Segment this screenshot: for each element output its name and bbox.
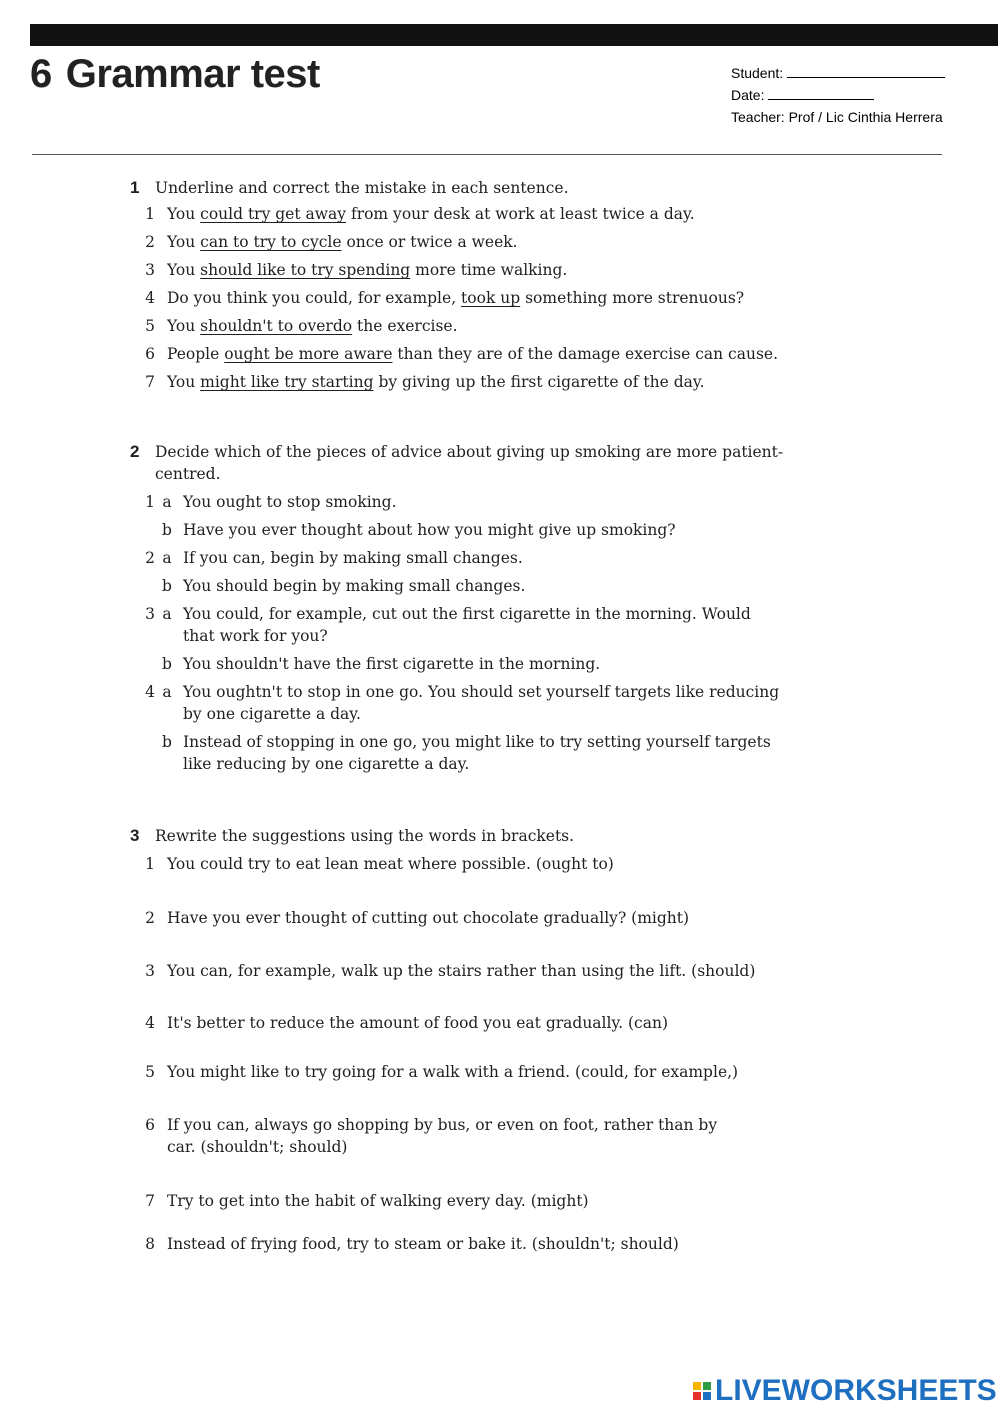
section-heading (130, 177, 810, 199)
student-row (731, 62, 945, 84)
list-item (130, 1012, 810, 1061)
text-post: from your desk at work at least twice a day. (346, 205, 695, 223)
option-letter: a (162, 493, 172, 511)
item-number: 4 (145, 1014, 155, 1032)
brand-text: LIVEWORKSHEETS (715, 1374, 997, 1407)
list-item (130, 960, 810, 1012)
teacher-row: Teacher: Prof / Lic Cinthia Herrera (731, 109, 943, 125)
student-info (731, 62, 945, 128)
date-field[interactable] (768, 86, 874, 100)
list-item (130, 1190, 810, 1233)
list-item (130, 345, 810, 373)
section-instruction: Underline and correct the mistake in each sentence. (155, 179, 569, 197)
logo-square (693, 1382, 701, 1390)
date-label: Date: (731, 87, 765, 103)
student-label: Student: (731, 65, 784, 81)
option-text: Have you ever thought about how you might give up smoking? (183, 521, 676, 539)
item-text (167, 261, 810, 289)
underlined-mistake: took up (461, 289, 521, 307)
header-bar (30, 24, 998, 46)
option-letter: b (162, 733, 172, 751)
section-instruction: Decide which of the pieces of advice about giving up smoking are more patient-centred. (155, 443, 784, 483)
section-heading (130, 441, 785, 485)
item-number: 7 (145, 1192, 155, 1210)
item-text: Try to get into the habit of walking every day. (might) (167, 1192, 589, 1210)
logo-square (693, 1392, 701, 1400)
item-text: You could try to eat lean meat where possible. (ought to) (167, 855, 614, 873)
page-title (30, 52, 320, 97)
item-number: 2 (145, 233, 155, 251)
text-pre: You (167, 317, 201, 335)
pair-number: 4 (145, 683, 155, 701)
option-letter: b (162, 655, 172, 673)
item-text (167, 345, 810, 373)
text-post: more time walking. (410, 261, 568, 279)
item-number: 1 (145, 205, 155, 223)
list-item (130, 853, 810, 907)
pair-option (130, 603, 785, 647)
item-text: It's better to reduce the amount of food you eat gradually. (can) (167, 1014, 669, 1032)
item-text: Instead of frying food, try to steam or bake it. (shouldn't; should) (167, 1235, 679, 1253)
text-pre: Do you think you could, for example, (167, 289, 462, 307)
item-text: If you can, always go shopping by bus, or even on foot, rather than by car. (shouldn't; should) (167, 1116, 718, 1156)
option-letter: a (162, 605, 172, 623)
pair-option (130, 491, 785, 513)
item-number: 5 (145, 317, 155, 335)
section-1 (130, 177, 810, 401)
section-number: 2 (130, 442, 140, 461)
option-text: If you can, begin by making small changes. (183, 549, 523, 567)
list-item (130, 261, 810, 289)
pair-number-blank (130, 731, 155, 775)
list-item (130, 1061, 810, 1114)
item-number: 6 (145, 1116, 155, 1134)
option-text: You ought to stop smoking. (183, 493, 397, 511)
underlined-mistake: ought be more aware (224, 345, 393, 363)
pair-option (130, 575, 785, 597)
title-text: Grammar test (65, 52, 320, 96)
list-item (130, 1233, 810, 1255)
section-2 (130, 441, 785, 775)
pair-number-blank (130, 575, 155, 597)
item-number: 7 (145, 373, 155, 391)
pair-number: 3 (145, 605, 155, 623)
text-pre: You (167, 205, 201, 223)
list-item (130, 233, 810, 261)
option-text: Instead of stopping in one go, you might like to try setting yourself targets like reducing by one cigarette a day. (183, 733, 771, 773)
text-post: than they are of the damage exercise can cause. (392, 345, 779, 363)
text-post: something more strenuous? (520, 289, 745, 307)
list-item (130, 317, 810, 345)
list-item (130, 205, 810, 233)
date-row (731, 84, 945, 106)
section-heading (130, 825, 810, 847)
underlined-mistake: might like try starting (200, 373, 374, 391)
text-post: once or twice a week. (341, 233, 518, 251)
liveworksheets-logo-icon (693, 1382, 711, 1400)
option-letter: a (162, 549, 172, 567)
item-number: 3 (145, 261, 155, 279)
list-item (130, 907, 810, 960)
option-text: You oughtn't to stop in one go. You should set yourself targets like reducing by one cigarette a day. (183, 683, 780, 723)
item-text: Have you ever thought of cutting out chocolate gradually? (might) (167, 909, 690, 927)
unit-number: 6 (30, 52, 52, 96)
item-number: 6 (145, 345, 155, 363)
pair-option (130, 681, 785, 725)
list-item (130, 373, 810, 401)
student-field[interactable] (787, 64, 945, 78)
logo-square (703, 1392, 711, 1400)
section-instruction: Rewrite the suggestions using the words in brackets. (155, 827, 575, 845)
pair-option (130, 653, 785, 675)
option-letter: a (162, 683, 172, 701)
option-letter: b (162, 577, 172, 595)
pair-number: 2 (145, 549, 155, 567)
logo-square (703, 1382, 711, 1390)
underlined-mistake: should like to try spending (200, 261, 411, 279)
item-number: 3 (145, 962, 155, 980)
section-3 (130, 825, 810, 1255)
pair-number-blank (130, 519, 155, 541)
list-item (130, 1114, 810, 1190)
item-number: 2 (145, 909, 155, 927)
list-item (130, 289, 810, 317)
item-number: 5 (145, 1063, 155, 1081)
underlined-mistake: shouldn't to overdo (200, 317, 353, 335)
advice-pairs (130, 491, 785, 775)
text-post: by giving up the first cigarette of the day. (373, 373, 705, 391)
pair-option (130, 547, 785, 569)
option-text: You should begin by making small changes. (183, 577, 526, 595)
item-number: 8 (145, 1235, 155, 1253)
underlined-mistake: could try get away (200, 205, 347, 223)
liveworksheets-brand (693, 1374, 997, 1408)
divider (32, 154, 942, 155)
item-number: 4 (145, 289, 155, 307)
item-number: 1 (145, 855, 155, 873)
item-text (167, 373, 810, 401)
text-pre: You (167, 373, 201, 391)
section-number: 1 (130, 178, 140, 197)
item-text (167, 233, 810, 261)
pair-option (130, 519, 785, 541)
item-text: You can, for example, walk up the stairs rather than using the lift. (should) (167, 962, 756, 980)
item-text (167, 289, 810, 317)
pair-number: 1 (145, 493, 155, 511)
text-pre: People (167, 345, 225, 363)
item-text: You might like to try going for a walk with a friend. (could, for example,) (167, 1063, 739, 1081)
option-text: You could, for example, cut out the first cigarette in the morning. Would that work for you? (183, 605, 751, 645)
underlined-mistake: can to try to cycle (200, 233, 342, 251)
text-pre: You (167, 233, 201, 251)
option-letter: b (162, 521, 172, 539)
item-text (167, 317, 810, 345)
option-text: You shouldn't have the first cigarette in the morning. (183, 655, 601, 673)
section-number: 3 (130, 826, 140, 845)
item-text (167, 205, 810, 233)
pair-number-blank (130, 653, 155, 675)
text-pre: You (167, 261, 201, 279)
pair-option (130, 731, 785, 775)
text-post: the exercise. (352, 317, 458, 335)
